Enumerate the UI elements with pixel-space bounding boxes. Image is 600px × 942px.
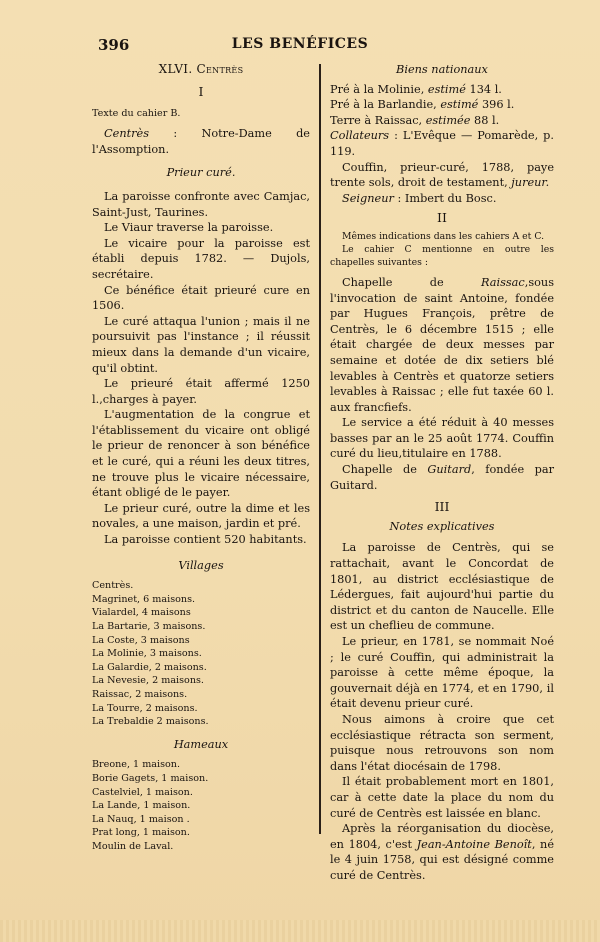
list-item: La Molinie, 3 maisons. — [92, 648, 202, 660]
paragraph: Le prieur curé, outre la dime et les novales, a une maison, jardin et pré. — [92, 501, 310, 531]
list-item: Raissac, 2 maisons. — [92, 688, 188, 700]
last-paragraph: Après la réorganisation du diocèse, en 1804, c'est Jean-Antoine Benoît, né le 4 juin 1758, qui est désigné comme curé de Centrès. — [330, 822, 555, 882]
roman-numeral-2: II — [437, 210, 447, 226]
list-item: Magrinet, 6 maisons. — [92, 593, 196, 605]
centres-text: : Notre-Dame de l'Assomption. — [92, 127, 310, 156]
list-item: Breone, 1 maison. — [92, 759, 181, 771]
list-item: Prat long, 1 maison. — [92, 827, 190, 839]
paragraph: Le prieuré était affermé 1250 l.,charges à payer. — [92, 377, 310, 406]
bien-item: Pré à la Barlandie, estimé 396 l. — [330, 98, 515, 112]
right-column — [330, 62, 554, 884]
paragraph: Le vicaire pour la paroisse est établi depuis 1782. — Dujols, secrétaire. — [92, 236, 310, 281]
list-item: La Coste, 3 maisons — [92, 634, 190, 646]
page-edge — [0, 920, 600, 942]
note-paragraph: Nous aimons à croire que cet ecclésiastique rétracta son serment, puisque nous retrouvons son nom dans l'état diocésain de 1798. — [330, 712, 554, 773]
texte-cahier: Texte du cahier B. — [92, 108, 181, 120]
roman-numeral-3: III — [434, 499, 450, 515]
list-item: La Nevesie, 2 maisons. — [92, 675, 204, 687]
list-item: Castelviel, 1 maison. — [92, 786, 193, 798]
paragraph: Le Viaur traverse la paroisse. — [104, 221, 274, 235]
note-paragraph: Il était probablement mort en 1801, car à cette date la place du nom du curé de Centrès est laissée en blanc. — [330, 775, 554, 820]
notes-heading: Notes explicatives — [389, 519, 495, 533]
page-number: 396 — [98, 36, 130, 54]
list-item: La Galardie, 2 maisons. — [92, 661, 207, 673]
service: Le service a été réduit à 40 messes basses par an le 25 août 1774. Couffin curé du lieu,titulaire en 1788. — [330, 416, 554, 461]
biens-list — [330, 82, 554, 129]
column-divider — [319, 64, 321, 834]
list-item: La Tourre, 2 maisons. — [92, 702, 198, 714]
villages-heading: Villages — [178, 558, 224, 572]
couffin: Couffin, prieur-curé, 1788, paye trente sols, droit de testament, jureur. — [330, 160, 554, 190]
section-title: XLVI. Centrès — [158, 62, 244, 76]
chapelle-guitard: Chapelle de Guitard, fondée par Guitard. — [330, 463, 554, 492]
list-item: La Lande, 1 maison. — [92, 800, 191, 812]
centres-dedication — [92, 126, 310, 157]
list-item: La Bartarie, 3 maisons. — [92, 621, 206, 632]
roman-numeral-1: I — [198, 83, 204, 99]
note-paragraph: La paroisse de Centrès, qui se rattachait, avant le Concordat de 1801, au district ecclésiastique de Lédergues, fait aujourd'hui partie du district et du canton de Naucelle. Elle est un cheflieu de commune. — [330, 541, 554, 633]
seigneur: Seigneur : Imbert du Bosc. — [342, 191, 497, 205]
list-item: Borie Gagets, 1 maison. — [92, 772, 209, 784]
centres-label: Centrès — [104, 127, 150, 141]
paragraph: Ce bénéfice était prieuré cure en 1506. — [92, 283, 310, 313]
list-item: La Trebaldie 2 maisons. — [92, 716, 209, 728]
bien-item: Pré à la Molinie, estimé 134 l. — [330, 82, 502, 96]
list-item: Vialardel, 4 maisons — [92, 607, 191, 619]
note-paragraph: Le prieur, en 1781, se nommait Noé ; le curé Couffin, qui administrait la paroisse à cette même époque, la gouvernait déjà en 1774, et en 1790, il était devenu prieur curé. — [330, 635, 554, 711]
hameaux-heading: Hameaux — [173, 737, 229, 751]
running-title: LES BENÉFICES — [231, 36, 369, 52]
page-header — [0, 36, 600, 56]
bien-item: Terre à Raissac, estimée 88 l. — [330, 113, 500, 127]
list-item: Centrès. — [92, 580, 134, 592]
list-item: La Nauq, 1 maison . — [92, 813, 190, 825]
paragraph: La paroisse contient 520 habitants. — [104, 533, 307, 547]
hameaux-list — [92, 758, 310, 853]
villages-list — [92, 579, 310, 729]
biens-nationaux-heading: Biens nationaux — [396, 63, 488, 76]
left-column — [92, 62, 310, 854]
paragraph: L'augmentation de la congrue et l'établissement du vicaire ont obligé le prieur de renoncer à son bénéfice et le curé, qui a réuni les deux titres, ne trouve plus le vicaire nécessaire, étant obligé de le payer. — [92, 408, 310, 500]
list-item: Moulin de Laval. — [92, 840, 174, 852]
chapelle-raissac: Chapelle de Raissac,sous l'invocation de saint Antoine, fondée par Hugues François, prêtre de Centrès, le 6 décembre 1515 ; elle était chargée de deux messes par semaine et dotée de dix setiers blé levables à Centrès et quatorze setiers levables à Raissac ; elle fut taxée 60 l. aux francfiefs. — [330, 275, 554, 414]
paragraph: La paroisse confronte avec Camjac, Saint-Just, Taurines. — [92, 189, 310, 219]
cahier-c: Le cahier C mentionne en outre les chapelles suivantes : — [330, 243, 554, 268]
collateurs: Collateurs : L'Evêque — Pomarède, p. 119. — [330, 129, 554, 158]
paragraph: Le curé attaqua l'union ; mais il ne poursuivit pas l'instance ; il réussit mieux dans la demande d'un vicaire, qu'il obtint. — [92, 314, 310, 375]
memes-indications: Mêmes indications dans les cahiers A et C. — [342, 230, 545, 242]
prieur-cure-heading: Prieur curé. — [166, 166, 236, 180]
